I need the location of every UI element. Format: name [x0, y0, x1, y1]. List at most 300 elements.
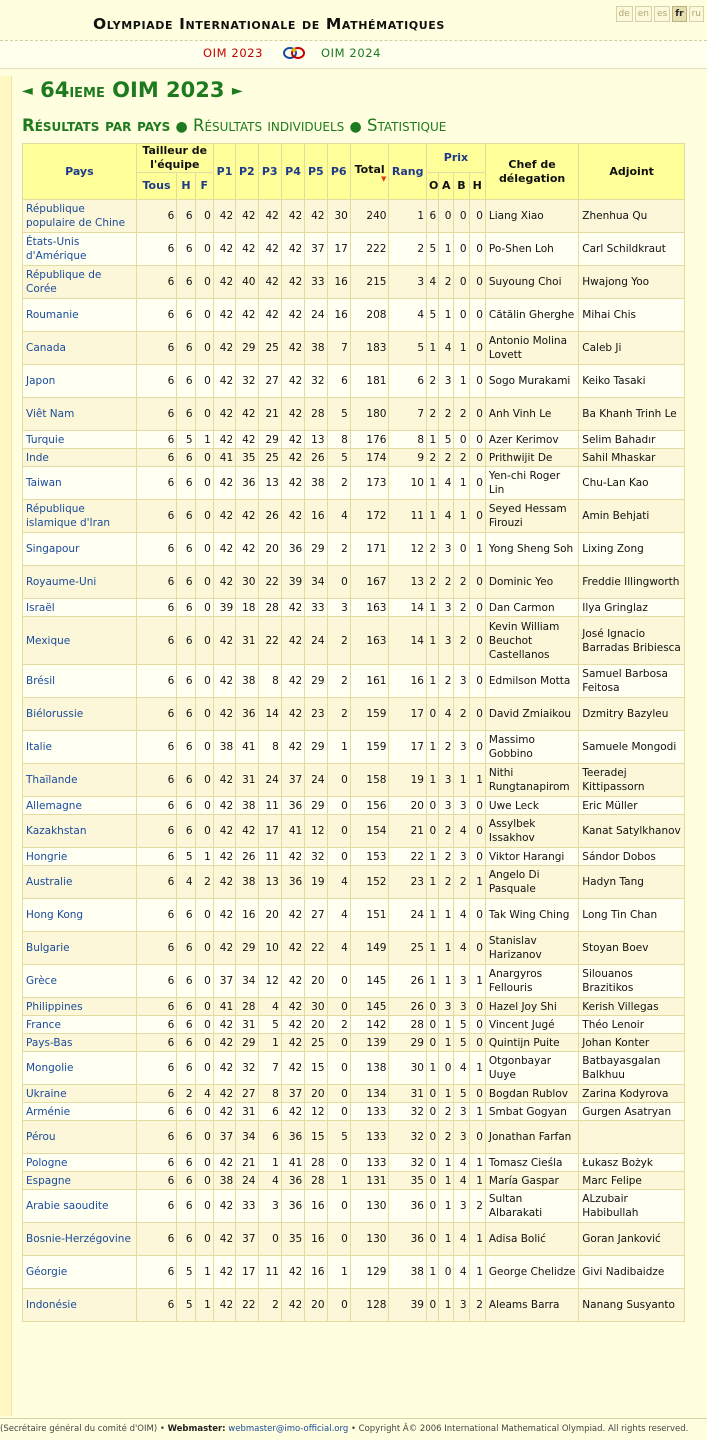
cell-leader: Smbat Gogyan	[485, 1103, 578, 1121]
cell-p6: 1	[327, 731, 350, 764]
tab-statistics[interactable]: Statistique	[367, 116, 447, 135]
cell-deputy: Givi Nadibaidze	[579, 1256, 685, 1289]
cell-country[interactable]: Taiwan	[23, 467, 137, 500]
cell-total: 159	[350, 698, 389, 731]
cell-hm: 0	[469, 848, 485, 866]
cell-team-all: 6	[136, 467, 177, 500]
cell-silver: 2	[439, 266, 454, 299]
cell-country[interactable]: Hong Kong	[23, 899, 137, 932]
cell-p1: 42	[213, 365, 235, 398]
cell-team-all: 6	[136, 899, 177, 932]
cell-country[interactable]: République populaire de Chine	[23, 200, 137, 233]
cell-country[interactable]: Italie	[23, 731, 137, 764]
cell-bronze: 3	[454, 1190, 469, 1223]
cell-country[interactable]: Mexique	[23, 617, 137, 665]
cell-leader: George Chelidze	[485, 1256, 578, 1289]
cell-gold: 2	[427, 566, 439, 599]
title-number: 64	[40, 78, 70, 102]
cell-total: 129	[350, 1256, 389, 1289]
tab-results-by-country[interactable]: Résultats par pays	[22, 116, 171, 135]
prev-arrow-icon[interactable]: ◄	[22, 83, 33, 99]
cell-team-h: 2	[177, 1085, 195, 1103]
table-row	[23, 1223, 685, 1256]
cell-country[interactable]: Kazakhstan	[23, 815, 137, 848]
cell-hm: 1	[469, 965, 485, 998]
cell-rank: 24	[389, 899, 427, 932]
cell-total: 130	[350, 1223, 389, 1256]
cell-p5: 29	[305, 731, 327, 764]
cell-bronze: 2	[454, 449, 469, 467]
cell-rank: 14	[389, 617, 427, 665]
cell-p1: 42	[213, 665, 235, 698]
cell-p6: 5	[327, 1121, 350, 1154]
cell-silver: 0	[439, 1256, 454, 1289]
cell-p2: 22	[236, 1289, 258, 1322]
cell-team-all: 6	[136, 1190, 177, 1223]
cell-rank: 2	[389, 233, 427, 266]
cell-p6: 4	[327, 866, 350, 899]
cell-team-all: 6	[136, 1016, 177, 1034]
cell-country[interactable]: Israël	[23, 599, 137, 617]
cell-rank: 12	[389, 533, 427, 566]
cell-total: 145	[350, 998, 389, 1016]
cell-country[interactable]: Viêt Nam	[23, 398, 137, 431]
cell-p1: 42	[213, 431, 235, 449]
cell-total: 152	[350, 866, 389, 899]
cell-silver: 3	[439, 599, 454, 617]
cell-team-f: 0	[195, 1223, 213, 1256]
cell-p3: 4	[258, 1172, 281, 1190]
cell-rank: 7	[389, 398, 427, 431]
cell-leader: Yong Sheng Soh	[485, 533, 578, 566]
cell-p3: 26	[258, 500, 281, 533]
header-honourable: H	[469, 173, 485, 200]
cell-silver: 3	[439, 533, 454, 566]
cell-team-all: 6	[136, 500, 177, 533]
cell-total: 134	[350, 1085, 389, 1103]
cell-p3: 3	[258, 1190, 281, 1223]
cell-rank: 13	[389, 566, 427, 599]
cell-p2: 17	[236, 1256, 258, 1289]
cell-p5: 23	[305, 698, 327, 731]
cell-p3: 28	[258, 599, 281, 617]
table-row	[23, 332, 685, 365]
cell-p4: 42	[281, 899, 304, 932]
cell-total: 240	[350, 200, 389, 233]
cell-team-f: 4	[195, 1085, 213, 1103]
cell-leader: Kevin William Beuchot Castellanos	[485, 617, 578, 665]
table-row	[23, 365, 685, 398]
cell-country[interactable]: France	[23, 1016, 137, 1034]
cell-silver: 2	[439, 1121, 454, 1154]
cell-team-h: 6	[177, 299, 195, 332]
cell-p1: 42	[213, 1223, 235, 1256]
tab-individual-results[interactable]: Résultats individuels	[192, 116, 345, 135]
cell-p5: 12	[305, 1103, 327, 1121]
cell-total: 158	[350, 764, 389, 797]
cell-p1: 42	[213, 617, 235, 665]
cell-p5: 26	[305, 449, 327, 467]
cell-bronze: 3	[454, 1121, 469, 1154]
cell-team-f: 0	[195, 899, 213, 932]
cell-rank: 17	[389, 731, 427, 764]
cell-team-f: 0	[195, 1172, 213, 1190]
cell-silver: 2	[439, 866, 454, 899]
cell-country[interactable]: États-Unis d'Amérique	[23, 233, 137, 266]
cell-hm: 2	[469, 1190, 485, 1223]
cell-team-h: 4	[177, 866, 195, 899]
cell-team-f: 1	[195, 431, 213, 449]
cell-p2: 26	[236, 848, 258, 866]
cell-bronze: 4	[454, 1052, 469, 1085]
cell-p6: 0	[327, 764, 350, 797]
cell-deputy: Lixing Zong	[579, 533, 685, 566]
cell-country[interactable]: Roumanie	[23, 299, 137, 332]
cell-p2: 42	[236, 398, 258, 431]
cell-team-f: 0	[195, 965, 213, 998]
cell-p2: 42	[236, 233, 258, 266]
cell-gold: 1	[427, 932, 439, 965]
cell-p3: 6	[258, 1121, 281, 1154]
table-row	[23, 431, 685, 449]
cell-deputy: Johan Konter	[579, 1034, 685, 1052]
cell-bronze: 0	[454, 266, 469, 299]
cell-gold: 0	[427, 1289, 439, 1322]
cell-deputy: Hwajong Yoo	[579, 266, 685, 299]
cell-silver: 2	[439, 398, 454, 431]
footer-bullet: •	[350, 1424, 356, 1434]
cell-p2: 28	[236, 998, 258, 1016]
cell-leader: Cătălin Gherghe	[485, 299, 578, 332]
cell-p2: 42	[236, 431, 258, 449]
cell-gold: 0	[427, 698, 439, 731]
cell-team-h: 6	[177, 665, 195, 698]
cell-p6: 2	[327, 665, 350, 698]
cell-p2: 31	[236, 1103, 258, 1121]
cell-gold: 0	[427, 1154, 439, 1172]
cell-country[interactable]: Japon	[23, 365, 137, 398]
cell-p6: 6	[327, 365, 350, 398]
cell-silver: 5	[439, 431, 454, 449]
cell-p5: 20	[305, 1289, 327, 1322]
header-pays[interactable]: Pays	[23, 144, 137, 200]
cell-hm: 0	[469, 566, 485, 599]
next-olympiad-link[interactable]: OIM 2024	[321, 46, 382, 60]
cell-p5: 16	[305, 1223, 327, 1256]
cell-hm: 0	[469, 815, 485, 848]
header-p2[interactable]: P2	[236, 144, 258, 200]
cell-team-all: 6	[136, 665, 177, 698]
cell-team-all: 6	[136, 1085, 177, 1103]
cell-total: 138	[350, 1052, 389, 1085]
cell-p2: 40	[236, 266, 258, 299]
cell-leader: Prithwijit De	[485, 449, 578, 467]
cell-hm: 0	[469, 1085, 485, 1103]
cell-team-all: 6	[136, 299, 177, 332]
cell-gold: 1	[427, 332, 439, 365]
cell-p5: 32	[305, 848, 327, 866]
cell-rank: 10	[389, 467, 427, 500]
cell-country[interactable]: Grèce	[23, 965, 137, 998]
cell-p6: 0	[327, 1052, 350, 1085]
header-p4[interactable]: P4	[281, 144, 304, 200]
cell-deputy: Selim Bahadır	[579, 431, 685, 449]
lang-de[interactable]: de	[616, 6, 633, 22]
cell-p2: 42	[236, 815, 258, 848]
cell-team-f: 0	[195, 200, 213, 233]
cell-silver: 1	[439, 899, 454, 932]
cell-country[interactable]: République de Corée	[23, 266, 137, 299]
cell-p3: 5	[258, 1016, 281, 1034]
cell-p6: 1	[327, 1256, 350, 1289]
cell-country[interactable]: Bulgarie	[23, 932, 137, 965]
webmaster-email-link[interactable]: webmaster@imo-official.org	[228, 1424, 349, 1434]
header-p6[interactable]: P6	[327, 144, 350, 200]
header-rang[interactable]: Rang	[389, 144, 427, 200]
cell-country[interactable]: Singapour	[23, 533, 137, 566]
header-tous[interactable]: Tous	[136, 173, 177, 200]
cell-country[interactable]: Turquie	[23, 431, 137, 449]
cell-team-h: 6	[177, 200, 195, 233]
cell-country[interactable]: Mongolie	[23, 1052, 137, 1085]
cell-total: 174	[350, 449, 389, 467]
cell-p2: 41	[236, 731, 258, 764]
cell-bronze: 3	[454, 965, 469, 998]
cell-deputy: Kanat Satylkhanov	[579, 815, 685, 848]
cell-p3: 29	[258, 431, 281, 449]
cell-p3: 42	[258, 299, 281, 332]
cell-p5: 28	[305, 1154, 327, 1172]
cell-leader: Nithi Rungtanapirom	[485, 764, 578, 797]
cell-rank: 19	[389, 764, 427, 797]
prev-olympiad-link[interactable]: OIM 2023	[203, 46, 264, 60]
cell-team-f: 0	[195, 332, 213, 365]
cell-p5: 12	[305, 815, 327, 848]
cell-deputy: Ilya Gringlaz	[579, 599, 685, 617]
cell-p5: 13	[305, 431, 327, 449]
lang-es[interactable]: es	[654, 6, 670, 22]
cell-country[interactable]: Canada	[23, 332, 137, 365]
table-row	[23, 665, 685, 698]
cell-total: 151	[350, 899, 389, 932]
cell-p3: 25	[258, 332, 281, 365]
cell-p3: 42	[258, 200, 281, 233]
cell-country[interactable]: Philippines	[23, 998, 137, 1016]
cell-team-h: 6	[177, 815, 195, 848]
cell-p4: 35	[281, 1223, 304, 1256]
table-row	[23, 1016, 685, 1034]
header-adjoint: Adjoint	[579, 144, 685, 200]
cell-p2: 42	[236, 200, 258, 233]
header-f[interactable]: F	[195, 173, 213, 200]
cell-p4: 37	[281, 1085, 304, 1103]
cell-total: 171	[350, 533, 389, 566]
cell-team-h: 6	[177, 899, 195, 932]
cell-bronze: 0	[454, 431, 469, 449]
cell-p2: 31	[236, 617, 258, 665]
cell-country[interactable]: Arabie saoudite	[23, 1190, 137, 1223]
cell-country[interactable]: Inde	[23, 449, 137, 467]
cell-p5: 38	[305, 332, 327, 365]
cell-team-all: 6	[136, 815, 177, 848]
cell-leader: David Zmiaikou	[485, 698, 578, 731]
cell-team-h: 6	[177, 533, 195, 566]
cell-p3: 11	[258, 848, 281, 866]
cell-p5: 20	[305, 965, 327, 998]
cell-p4: 41	[281, 815, 304, 848]
cell-p3: 1	[258, 1034, 281, 1052]
cell-p6: 17	[327, 233, 350, 266]
next-arrow-icon[interactable]: ►	[231, 83, 243, 99]
site-title: Olympiade Internationale de Mathématiques	[93, 15, 445, 33]
cell-team-h: 6	[177, 1223, 195, 1256]
cell-p5: 42	[305, 200, 327, 233]
cell-p1: 42	[213, 932, 235, 965]
cell-silver: 0	[439, 200, 454, 233]
cell-p5: 33	[305, 266, 327, 299]
cell-country[interactable]: Pérou	[23, 1121, 137, 1154]
cell-country[interactable]: Bosnie-Herzégovine	[23, 1223, 137, 1256]
cell-team-all: 6	[136, 866, 177, 899]
cell-p4: 42	[281, 932, 304, 965]
cell-silver: 1	[439, 1016, 454, 1034]
cell-silver: 1	[439, 1223, 454, 1256]
cell-bronze: 4	[454, 899, 469, 932]
cell-p5: 32	[305, 365, 327, 398]
table-row	[23, 266, 685, 299]
cell-p3: 0	[258, 1223, 281, 1256]
cell-team-f: 0	[195, 1052, 213, 1085]
cell-silver: 2	[439, 449, 454, 467]
cell-p4: 36	[281, 797, 304, 815]
cell-p3: 10	[258, 932, 281, 965]
cell-team-all: 6	[136, 266, 177, 299]
cell-leader: Uwe Leck	[485, 797, 578, 815]
cell-leader: Viktor Harangi	[485, 848, 578, 866]
cell-deputy: Goran Janković	[579, 1223, 685, 1256]
cell-p4: 42	[281, 965, 304, 998]
cell-p6: 2	[327, 533, 350, 566]
cell-rank: 32	[389, 1121, 427, 1154]
cell-team-all: 6	[136, 533, 177, 566]
cell-gold: 1	[427, 764, 439, 797]
cell-team-f: 0	[195, 932, 213, 965]
cell-country[interactable]: Indonésie	[23, 1289, 137, 1322]
cell-p3: 8	[258, 1085, 281, 1103]
cell-team-f: 0	[195, 449, 213, 467]
header-p1[interactable]: P1	[213, 144, 235, 200]
cell-country[interactable]: Pologne	[23, 1154, 137, 1172]
cell-deputy: Nanang Susyanto	[579, 1289, 685, 1322]
cell-country[interactable]: Royaume-Uni	[23, 566, 137, 599]
header-h[interactable]: H	[177, 173, 195, 200]
cell-country[interactable]: Pays-Bas	[23, 1034, 137, 1052]
cell-p4: 42	[281, 200, 304, 233]
table-row	[23, 449, 685, 467]
cell-country[interactable]: Arménie	[23, 1103, 137, 1121]
cell-hm: 0	[469, 266, 485, 299]
cell-bronze: 5	[454, 1034, 469, 1052]
cell-hm: 0	[469, 233, 485, 266]
cell-rank: 8	[389, 431, 427, 449]
results-table	[22, 143, 685, 1322]
cell-team-h: 6	[177, 617, 195, 665]
cell-bronze: 2	[454, 398, 469, 431]
cell-rank: 14	[389, 599, 427, 617]
cell-bronze: 0	[454, 299, 469, 332]
cell-hm: 0	[469, 467, 485, 500]
cell-p6: 2	[327, 467, 350, 500]
cell-p3: 22	[258, 566, 281, 599]
cell-bronze: 2	[454, 566, 469, 599]
cell-deputy: Dzmitry Bazyleu	[579, 698, 685, 731]
cell-leader: Sogo Murakami	[485, 365, 578, 398]
results-tabs	[22, 116, 446, 135]
cell-deputy: Chu-Lan Kao	[579, 467, 685, 500]
cell-team-f: 2	[195, 866, 213, 899]
cell-team-h: 6	[177, 398, 195, 431]
cell-hm: 0	[469, 797, 485, 815]
cell-team-all: 6	[136, 1052, 177, 1085]
cell-p2: 34	[236, 1121, 258, 1154]
cell-deputy: Ba Khanh Trinh Le	[579, 398, 685, 431]
cell-p4: 41	[281, 1154, 304, 1172]
cell-country[interactable]: Australie	[23, 866, 137, 899]
cell-bronze: 3	[454, 998, 469, 1016]
cell-hm: 2	[469, 1289, 485, 1322]
cell-p2: 36	[236, 467, 258, 500]
table-row	[23, 1121, 685, 1154]
cell-country[interactable]: Biélorussie	[23, 698, 137, 731]
cell-country[interactable]: Brésil	[23, 665, 137, 698]
cell-p4: 42	[281, 1052, 304, 1085]
header-p3[interactable]: P3	[258, 144, 281, 200]
cell-p3: 20	[258, 899, 281, 932]
cell-rank: 32	[389, 1154, 427, 1172]
cell-p2: 38	[236, 665, 258, 698]
cell-p6: 30	[327, 200, 350, 233]
lang-ru[interactable]: ru	[689, 6, 704, 22]
lang-fr[interactable]: fr	[672, 6, 686, 22]
cell-country[interactable]: Thaïlande	[23, 764, 137, 797]
cell-country[interactable]: République islamique d'Iran	[23, 500, 137, 533]
cell-p6: 5	[327, 398, 350, 431]
cell-rank: 23	[389, 866, 427, 899]
header-p5[interactable]: P5	[305, 144, 327, 200]
cell-p4: 42	[281, 365, 304, 398]
cell-hm: 0	[469, 731, 485, 764]
cell-leader: Antonio Molina Lovett	[485, 332, 578, 365]
cell-team-h: 6	[177, 998, 195, 1016]
cell-country[interactable]: Hongrie	[23, 848, 137, 866]
cell-country[interactable]: Géorgie	[23, 1256, 137, 1289]
cell-deputy: ALzubair Habibullah	[579, 1190, 685, 1223]
cell-country[interactable]: Allemagne	[23, 797, 137, 815]
cell-p5: 37	[305, 233, 327, 266]
cell-p1: 37	[213, 965, 235, 998]
cell-country[interactable]: Espagne	[23, 1172, 137, 1190]
cell-team-h: 6	[177, 1016, 195, 1034]
cell-country[interactable]: Ukraine	[23, 1085, 137, 1103]
header-total[interactable]	[350, 144, 389, 200]
table-row	[23, 1256, 685, 1289]
cell-p2: 29	[236, 332, 258, 365]
cell-p4: 42	[281, 998, 304, 1016]
cell-p3: 7	[258, 1052, 281, 1085]
cell-p3: 12	[258, 965, 281, 998]
lang-en[interactable]: en	[635, 6, 652, 22]
cell-p1: 42	[213, 1034, 235, 1052]
